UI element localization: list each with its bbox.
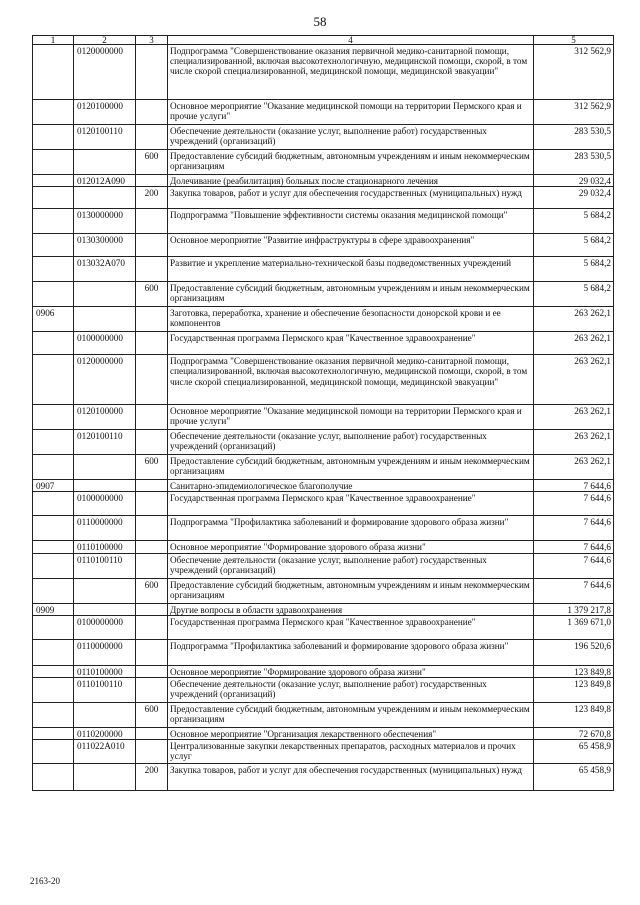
section-code-cell: 0906 xyxy=(33,307,74,332)
target-code-cell xyxy=(74,480,136,492)
table-row xyxy=(33,603,614,615)
section-code-cell xyxy=(33,455,74,480)
target-code-cell: 0110000000 xyxy=(74,639,136,665)
expense-type-cell xyxy=(136,45,168,100)
section-code-cell xyxy=(33,187,74,209)
expense-type-cell xyxy=(136,678,168,703)
amount-cell: 5 684,2 xyxy=(534,282,614,307)
header-row xyxy=(33,36,614,45)
table-row xyxy=(33,678,614,703)
description-cell: Санитарно-эпидемиологическое благополучие xyxy=(168,480,534,492)
target-code-cell xyxy=(74,703,136,728)
description-cell: Подпрограмма "Профилактика заболеваний и формирование здорового образа жизни" xyxy=(168,639,534,665)
section-code-cell xyxy=(33,45,74,100)
target-code-cell: 0120100110 xyxy=(74,125,136,150)
amount-cell: 65 458,9 xyxy=(534,764,614,791)
expense-type-cell xyxy=(136,307,168,332)
section-code-cell: 0909 xyxy=(33,603,74,615)
amount-cell: 123 849,8 xyxy=(534,678,614,703)
target-code-cell: 013032А070 xyxy=(74,257,136,282)
expense-type-cell xyxy=(136,553,168,578)
description-cell: Обеспечение деятельности (оказание услуг, выполнение работ) государственных учреждений (организаций) xyxy=(168,430,534,455)
target-code-cell: 0120100110 xyxy=(74,430,136,455)
target-code-cell: 0120100000 xyxy=(74,405,136,430)
section-code-cell xyxy=(33,639,74,665)
target-code-cell: 0120000000 xyxy=(74,45,136,100)
description-cell: Подпрограмма "Повышение эффективности системы оказания медицинской помощи" xyxy=(168,209,534,234)
section-code-cell xyxy=(33,405,74,430)
amount-cell: 7 644,6 xyxy=(534,578,614,603)
amount-cell: 5 684,2 xyxy=(534,257,614,282)
target-code-cell xyxy=(74,603,136,615)
amount-cell: 29 032,4 xyxy=(534,187,614,209)
table-row xyxy=(33,553,614,578)
amount-cell: 7 644,6 xyxy=(534,541,614,553)
description-cell: Основное мероприятие "Оказание медицинской помощи на территории Пермского края и прочие услуги" xyxy=(168,100,534,125)
table-row xyxy=(33,455,614,480)
budget-table xyxy=(32,35,614,791)
section-code-cell xyxy=(33,282,74,307)
target-code-cell: 0110100110 xyxy=(74,553,136,578)
section-code-cell xyxy=(33,541,74,553)
description-cell: Долечивание (реабилитация) больных после стационарного лечения xyxy=(168,175,534,187)
target-code-cell: 0110100000 xyxy=(74,541,136,553)
amount-cell: 196 520,6 xyxy=(534,639,614,665)
expense-type-cell xyxy=(136,480,168,492)
target-code-cell: 0100000000 xyxy=(74,492,136,516)
description-cell: Закупка товаров, работ и услуг для обеспечения государственных (муниципальных) нужд xyxy=(168,764,534,791)
description-cell: Государственная программа Пермского края "Качественное здравоохранение" xyxy=(168,492,534,516)
section-code-cell xyxy=(33,125,74,150)
table-row xyxy=(33,175,614,187)
description-cell: Предоставление субсидий бюджетным, автономным учреждениям и иным некоммерческим организациям xyxy=(168,455,534,480)
description-cell: Государственная программа Пермского края "Качественное здравоохранение" xyxy=(168,332,534,355)
table-row xyxy=(33,764,614,791)
section-code-cell xyxy=(33,430,74,455)
table-row xyxy=(33,728,614,740)
description-cell: Обеспечение деятельности (оказание услуг, выполнение работ) государственных учреждений (организаций) xyxy=(168,553,534,578)
amount-cell: 123 849,8 xyxy=(534,665,614,677)
header-cell-2: 2 xyxy=(74,36,136,45)
expense-type-cell xyxy=(136,603,168,615)
target-code-cell xyxy=(74,187,136,209)
amount-cell: 7 644,6 xyxy=(534,492,614,516)
amount-cell: 7 644,6 xyxy=(534,480,614,492)
table-row xyxy=(33,740,614,764)
expense-type-cell xyxy=(136,639,168,665)
expense-type-cell xyxy=(136,405,168,430)
header-cell-4: 4 xyxy=(168,36,534,45)
header-cell-3: 3 xyxy=(136,36,168,45)
amount-cell: 7 644,6 xyxy=(534,516,614,541)
section-code-cell xyxy=(33,516,74,541)
table-row xyxy=(33,307,614,332)
expense-type-cell xyxy=(136,728,168,740)
amount-cell: 263 262,1 xyxy=(534,307,614,332)
description-cell: Подпрограмма "Совершенствование оказания первичной медико-санитарной помощи, специализированной, включая высокотехнологичную, медицинской помощи, скорой, в том числе скорой специализированной, медицинской помощи, медицинской эвакуации" xyxy=(168,45,534,100)
expense-type-cell xyxy=(136,125,168,150)
amount-cell: 312 562,9 xyxy=(534,100,614,125)
amount-cell: 7 644,6 xyxy=(534,553,614,578)
table-row xyxy=(33,665,614,677)
section-code-cell xyxy=(33,257,74,282)
section-code-cell xyxy=(33,740,74,764)
description-cell: Закупка товаров, работ и услуг для обеспечения государственных (муниципальных) нужд xyxy=(168,187,534,209)
table-row xyxy=(33,187,614,209)
table-row xyxy=(33,480,614,492)
section-code-cell xyxy=(33,678,74,703)
expense-type-cell: 600 xyxy=(136,150,168,175)
target-code-cell: 0100000000 xyxy=(74,332,136,355)
expense-type-cell xyxy=(136,209,168,234)
section-code-cell xyxy=(33,764,74,791)
description-cell: Подпрограмма "Профилактика заболеваний и формирование здорового образа жизни" xyxy=(168,516,534,541)
table-row xyxy=(33,355,614,405)
amount-cell: 65 458,9 xyxy=(534,740,614,764)
section-code-cell xyxy=(33,332,74,355)
expense-type-cell xyxy=(136,665,168,677)
section-code-cell xyxy=(33,355,74,405)
amount-cell: 283 530,5 xyxy=(534,150,614,175)
expense-type-cell xyxy=(136,355,168,405)
header-cell-5: 5 xyxy=(534,36,614,45)
expense-type-cell xyxy=(136,332,168,355)
section-code-cell xyxy=(33,578,74,603)
expense-type-cell xyxy=(136,257,168,282)
footer-code: 2163-20 xyxy=(30,876,60,886)
amount-cell: 312 562,9 xyxy=(534,45,614,100)
description-cell: Основное мероприятие "Развитие инфраструктуры в сфере здравоохранения" xyxy=(168,234,534,257)
description-cell: Другие вопросы в области здравоохранения xyxy=(168,603,534,615)
description-cell: Заготовка, переработка, хранение и обеспечение безопасности донорской крови и ее компонентов xyxy=(168,307,534,332)
amount-cell: 1 369 671,0 xyxy=(534,615,614,639)
target-code-cell xyxy=(74,578,136,603)
target-code-cell: 012012А090 xyxy=(74,175,136,187)
amount-cell: 29 032,4 xyxy=(534,175,614,187)
target-code-cell: 0110100110 xyxy=(74,678,136,703)
amount-cell: 263 262,1 xyxy=(534,355,614,405)
amount-cell: 1 379 217,8 xyxy=(534,603,614,615)
table-row xyxy=(33,615,614,639)
expense-type-cell xyxy=(136,175,168,187)
table-row xyxy=(33,234,614,257)
amount-cell: 283 530,5 xyxy=(534,125,614,150)
description-cell: Основное мероприятие "Оказание медицинской помощи на территории Пермского края и прочие услуги" xyxy=(168,405,534,430)
target-code-cell: 0120000000 xyxy=(74,355,136,405)
description-cell: Развитие и укрепление материально-технической базы подведомственных учреждений xyxy=(168,257,534,282)
section-code-cell xyxy=(33,728,74,740)
table-row xyxy=(33,639,614,665)
section-code-cell xyxy=(33,615,74,639)
expense-type-cell: 600 xyxy=(136,578,168,603)
section-code-cell xyxy=(33,665,74,677)
table-row xyxy=(33,332,614,355)
target-code-cell xyxy=(74,150,136,175)
section-code-cell: 0907 xyxy=(33,480,74,492)
target-code-cell: 0110100000 xyxy=(74,665,136,677)
target-code-cell: 0110000000 xyxy=(74,516,136,541)
target-code-cell xyxy=(74,455,136,480)
table-row xyxy=(33,282,614,307)
expense-type-cell xyxy=(136,430,168,455)
table-row xyxy=(33,578,614,603)
description-cell: Основное мероприятие "Формирование здорового образа жизни" xyxy=(168,665,534,677)
page-number: 58 xyxy=(313,14,327,29)
table-row xyxy=(33,405,614,430)
amount-cell: 123 849,8 xyxy=(534,703,614,728)
description-cell: Предоставление субсидий бюджетным, автономным учреждениям и иным некоммерческим организациям xyxy=(168,282,534,307)
section-code-cell xyxy=(33,703,74,728)
amount-cell: 72 670,8 xyxy=(534,728,614,740)
table-row xyxy=(33,209,614,234)
section-code-cell xyxy=(33,209,74,234)
header-cell-1: 1 xyxy=(33,36,74,45)
target-code-cell: 011022А010 xyxy=(74,740,136,764)
section-code-cell xyxy=(33,553,74,578)
description-cell: Предоставление субсидий бюджетным, автономным учреждениям и иным некоммерческим организациям xyxy=(168,150,534,175)
table-row xyxy=(33,541,614,553)
description-cell: Основное мероприятие "Формирование здорового образа жизни" xyxy=(168,541,534,553)
description-cell: Централизованные закупки лекарственных препаратов, расходных материалов и прочих услуг xyxy=(168,740,534,764)
target-code-cell xyxy=(74,307,136,332)
description-cell: Подпрограмма "Совершенствование оказания первичной медико-санитарной помощи, специализированной, включая высокотехнологичную, медицинской помощи, скорой, в том числе скорой специализированной, медицинской помощи, медицинской эвакуации" xyxy=(168,355,534,405)
table-row xyxy=(33,125,614,150)
target-code-cell: 0120100000 xyxy=(74,100,136,125)
description-cell: Обеспечение деятельности (оказание услуг, выполнение работ) государственных учреждений (организаций) xyxy=(168,678,534,703)
table-row xyxy=(33,430,614,455)
description-cell: Основное мероприятие "Организация лекарственного обеспечения" xyxy=(168,728,534,740)
budget-table-container xyxy=(32,35,613,791)
expense-type-cell xyxy=(136,615,168,639)
section-code-cell xyxy=(33,100,74,125)
expense-type-cell: 600 xyxy=(136,282,168,307)
amount-cell: 5 684,2 xyxy=(534,234,614,257)
expense-type-cell: 600 xyxy=(136,455,168,480)
table-row xyxy=(33,100,614,125)
expense-type-cell: 600 xyxy=(136,703,168,728)
amount-cell: 263 262,1 xyxy=(534,332,614,355)
target-code-cell: 0110200000 xyxy=(74,728,136,740)
section-code-cell xyxy=(33,234,74,257)
amount-cell: 263 262,1 xyxy=(534,405,614,430)
amount-cell: 5 684,2 xyxy=(534,209,614,234)
target-code-cell xyxy=(74,764,136,791)
expense-type-cell xyxy=(136,516,168,541)
section-code-cell xyxy=(33,150,74,175)
description-cell: Предоставление субсидий бюджетным, автономным учреждениям и иным некоммерческим организациям xyxy=(168,703,534,728)
expense-type-cell xyxy=(136,492,168,516)
amount-cell: 263 262,1 xyxy=(534,430,614,455)
section-code-cell xyxy=(33,175,74,187)
table-row xyxy=(33,492,614,516)
expense-type-cell: 200 xyxy=(136,187,168,209)
section-code-cell xyxy=(33,492,74,516)
table-row xyxy=(33,516,614,541)
description-cell: Государственная программа Пермского края "Качественное здравоохранение" xyxy=(168,615,534,639)
table-row xyxy=(33,703,614,728)
expense-type-cell xyxy=(136,740,168,764)
table-row xyxy=(33,45,614,100)
target-code-cell xyxy=(74,282,136,307)
target-code-cell: 0100000000 xyxy=(74,615,136,639)
target-code-cell: 0130300000 xyxy=(74,234,136,257)
amount-cell: 263 262,1 xyxy=(534,455,614,480)
expense-type-cell xyxy=(136,100,168,125)
expense-type-cell xyxy=(136,541,168,553)
description-cell: Предоставление субсидий бюджетным, автономным учреждениям и иным некоммерческим организациям xyxy=(168,578,534,603)
expense-type-cell: 200 xyxy=(136,764,168,791)
target-code-cell: 0130000000 xyxy=(74,209,136,234)
table-row xyxy=(33,257,614,282)
table-row xyxy=(33,150,614,175)
expense-type-cell xyxy=(136,234,168,257)
description-cell: Обеспечение деятельности (оказание услуг, выполнение работ) государственных учреждений (организаций) xyxy=(168,125,534,150)
